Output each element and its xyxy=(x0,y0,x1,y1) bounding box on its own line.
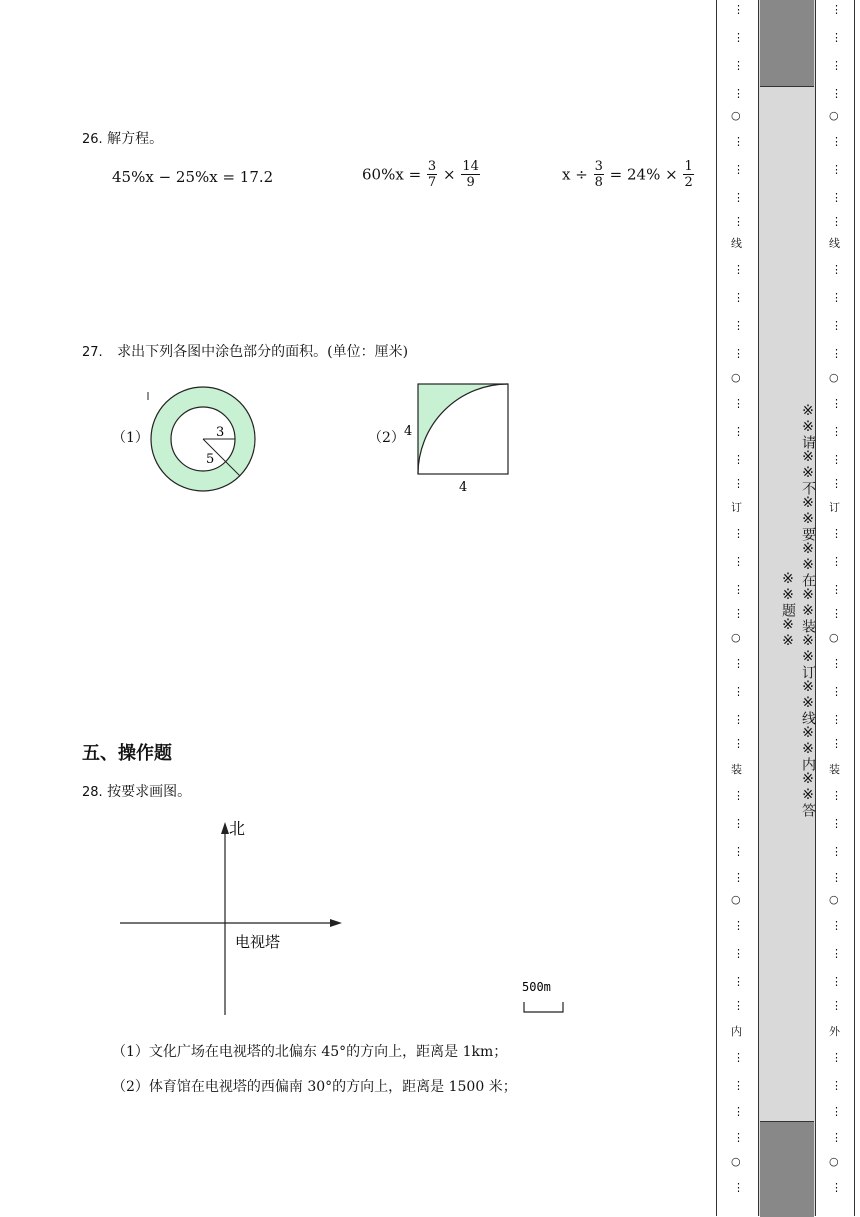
warning-text: ※※请※※不※※要※※在※※装※※订※※线※※内※※答※※题※※ xyxy=(780,403,816,817)
binding-circle: ○ xyxy=(731,109,741,122)
eq3-mid: = 24% × xyxy=(609,165,678,184)
q28-title: 按要求画图。 xyxy=(107,784,192,800)
q27-heading xyxy=(82,341,408,361)
eq2-left: 60%x = xyxy=(362,165,422,184)
q28-item-2: （2）体育馆在电视塔的西偏南 30°的方向上，距离是 1500 米； xyxy=(112,1079,517,1095)
binding-line-left xyxy=(716,0,717,1216)
scale-bar xyxy=(524,1002,563,1012)
q28-item-1: （1）文化广场在电视塔的北偏东 45°的方向上，距离是 1km； xyxy=(112,1044,508,1060)
binding-circle: ○ xyxy=(829,109,839,122)
compass-diagram xyxy=(110,810,580,1025)
section-5-title: 五、操作题 xyxy=(82,743,172,764)
scale-label: 500m xyxy=(522,980,551,994)
q28-heading xyxy=(82,781,191,801)
q27-title: 求出下列各图中涂色部分的面积。(单位：厘米) xyxy=(117,344,409,360)
q26-title: 解方程。 xyxy=(107,131,164,147)
outer-char-xian: 线 xyxy=(829,237,840,250)
outer-char-ding: 订 xyxy=(829,501,840,514)
q26-equation-1: 45%x − 25%x = 17.2 xyxy=(112,168,274,186)
binding-circle: ○ xyxy=(731,1155,741,1168)
tv-tower-label: 电视塔 xyxy=(235,933,281,951)
binding-circle: ○ xyxy=(731,893,741,906)
strip-bottom-block xyxy=(760,1121,814,1217)
eq2-fraction-2: $\frac{14}{9}$ xyxy=(462,159,479,190)
square-figure xyxy=(400,378,515,498)
fig2-label: （2） xyxy=(368,430,405,446)
binding-circle: ○ xyxy=(829,1155,839,1168)
eq2-times: × xyxy=(442,165,456,184)
inner-char-xian: 线 xyxy=(731,237,742,250)
inner-char-zhuang: 装 xyxy=(731,763,742,776)
binding-circle: ○ xyxy=(731,631,741,644)
q26-equation-3 xyxy=(562,160,695,189)
eq2-fraction-1: $\frac{3}{7}$ xyxy=(427,159,437,190)
q26-number: 26. xyxy=(82,132,103,147)
q28-number: 28. xyxy=(82,785,103,800)
square-bottom-label: 4 xyxy=(459,480,468,495)
eq3-fraction-1: $\frac{3}{8}$ xyxy=(594,159,603,190)
fig1-label: （1） xyxy=(112,430,149,446)
outer-char-wai: 外 xyxy=(829,1025,840,1038)
strip-top-block xyxy=(760,0,814,87)
ring-outer-radius-label: 5 xyxy=(206,452,215,467)
binding-circle: ○ xyxy=(829,371,839,384)
q27-number: 27. xyxy=(82,345,103,360)
binding-circle: ○ xyxy=(829,893,839,906)
inner-char-nei: 内 xyxy=(731,1025,742,1038)
inner-char-ding: 订 xyxy=(731,501,742,514)
binding-circle: ○ xyxy=(829,631,839,644)
outer-binding-column: ⋮ ⋮ ⋮ ⋮ ○ ⋮ ⋮ ⋮ ⋮ 线 ⋮ ⋮ ⋮ ⋮ ○ ⋮ ⋮ ⋮ ⋮ 订 ⋮ ⋮ ⋮ ⋮ ○ ⋮ ⋮ ⋮ ⋮ 装 ⋮ ⋮ ⋮ ⋮ ○ ⋮ ⋮ ⋮ ⋮ 外 ⋮ ⋮ ⋮ ⋮ ○ ⋮ xyxy=(829,3,842,1194)
inner-binding-column: ⋮ ⋮ ⋮ ⋮ ○ ⋮ ⋮ ⋮ ⋮ 线 ⋮ ⋮ ⋮ ⋮ ○ ⋮ ⋮ ⋮ ⋮ 订 ⋮ ⋮ ⋮ ⋮ ○ ⋮ ⋮ ⋮ ⋮ 装 ⋮ ⋮ ⋮ ⋮ ○ ⋮ ⋮ ⋮ ⋮ 内 ⋮ ⋮ ⋮ ⋮ ○ ⋮ xyxy=(731,3,744,1194)
square-side-label: 4 xyxy=(404,424,413,439)
q26-heading xyxy=(82,128,163,148)
north-label: 北 xyxy=(229,819,246,838)
binding-circle: ○ xyxy=(731,371,741,384)
ring-inner-radius-label: 3 xyxy=(216,425,225,440)
q26-equation-2 xyxy=(362,160,481,189)
outer-char-zhuang: 装 xyxy=(829,763,840,776)
eq3-fraction-2: $\frac{1}{2}$ xyxy=(684,159,693,190)
eq3-left: x ÷ xyxy=(562,165,588,184)
binding-line-edge xyxy=(854,0,855,1216)
ring-figure xyxy=(140,380,270,500)
